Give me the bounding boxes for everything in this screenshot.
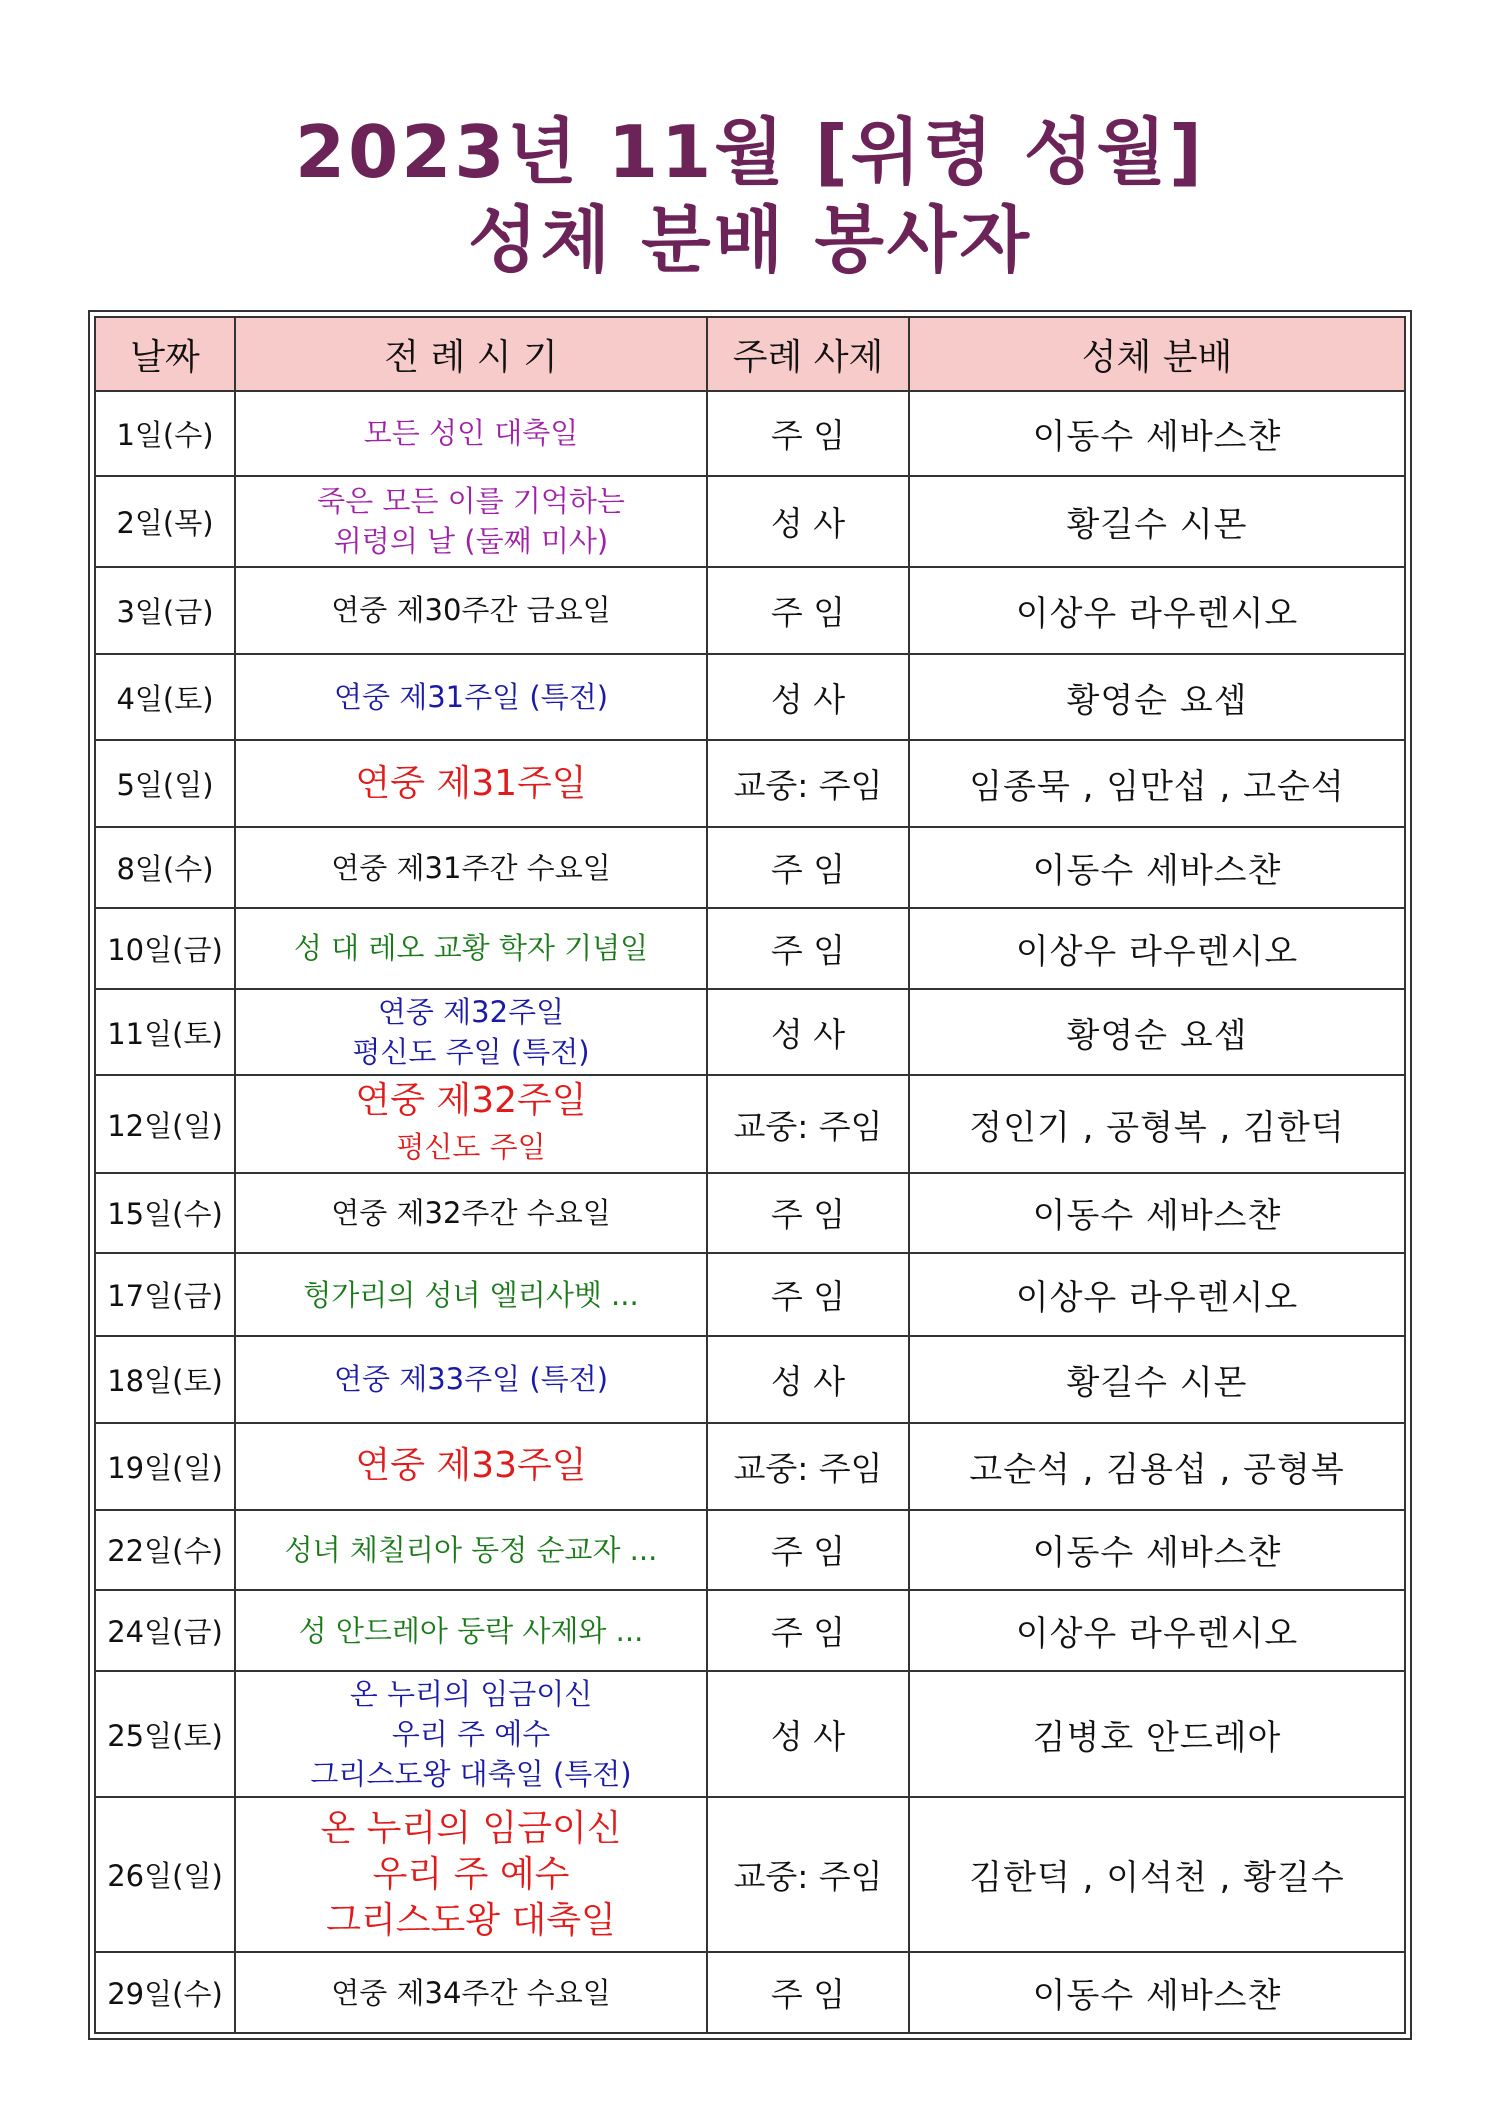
title-line-2: 성체 분배 봉사자 [468,198,1032,282]
liturgy-line: 연중 제33주일 (특전) [333,1362,609,1397]
liturgy-line: 그리스도왕 대축일 (특전) [310,1757,632,1791]
cell-priest: 주 임 [707,1253,909,1336]
cell-distributors: 황영순 요셉 [909,654,1405,741]
liturgy-line: 연중 제31주일 (특전) [333,680,609,715]
cell-distributors: 임종묵 , 임만섭 , 고순석 [909,740,1405,827]
cell-date: 10일(금) [95,908,235,989]
cell-date: 2일(목) [95,476,235,567]
table-row [95,908,1405,989]
table-body [95,391,1405,2033]
liturgy-line: 연중 제34주간 수요일 [331,1975,611,2010]
liturgy-line: 평신도 주일 (특전) [352,1035,590,1069]
cell-liturgy [235,1952,707,2033]
liturgy-line: 온 누리의 임금이신 [320,1807,622,1849]
cell-priest: 주 임 [707,391,909,476]
cell-distributors: 황길수 시몬 [909,1336,1405,1423]
cell-liturgy [235,1510,707,1591]
cell-liturgy [235,1075,707,1172]
liturgy-line: 우리 주 예수 [391,1717,551,1751]
cell-distributors: 이동수 세바스챤 [909,391,1405,476]
cell-date: 29일(수) [95,1952,235,2033]
cell-distributors: 이동수 세바스챤 [909,1173,1405,1254]
cell-liturgy [235,1590,707,1671]
cell-distributors: 이동수 세바스챤 [909,1510,1405,1591]
cell-liturgy [235,908,707,989]
table-row [95,989,1405,1076]
cell-distributors: 황영순 요셉 [909,989,1405,1076]
cell-liturgy [235,1797,707,1952]
cell-distributors: 이동수 세바스챤 [909,1952,1405,2033]
header-distributors: 성체 분배 [909,317,1405,391]
cell-date: 25일(토) [95,1671,235,1797]
liturgy-line: 죽은 모든 이를 기억하는 [317,484,625,519]
liturgy-line: 연중 제32주일 [377,995,565,1029]
cell-date: 3일(금) [95,567,235,654]
cell-date: 24일(금) [95,1590,235,1671]
table-row [95,1075,1405,1172]
cell-liturgy [235,1671,707,1797]
table-row [95,1173,1405,1254]
title-line-1: 2023년 11월 [위령 성월] [295,110,1205,194]
cell-date: 17일(금) [95,1253,235,1336]
cell-date: 22일(수) [95,1510,235,1591]
cell-date: 12일(일) [95,1075,235,1172]
header-liturgy: 전 례 시 기 [235,317,707,391]
cell-liturgy [235,654,707,741]
cell-priest: 교중: 주임 [707,1075,909,1172]
schedule-table-frame [88,310,1412,2040]
liturgy-line: 헝가리의 성녀 엘리사벳 ... [303,1277,639,1312]
liturgy-line: 그리스도왕 대축일 [326,1899,616,1941]
cell-priest: 주 임 [707,1173,909,1254]
cell-priest: 주 임 [707,1952,909,2033]
cell-priest: 성 사 [707,989,909,1076]
table-row [95,476,1405,567]
cell-distributors: 김한덕 , 이석천 , 황길수 [909,1797,1405,1952]
cell-date: 4일(토) [95,654,235,741]
table-row [95,1253,1405,1336]
cell-liturgy [235,827,707,908]
table-header-row [95,317,1405,391]
liturgy-line: 연중 제32주일 [355,1080,587,1122]
cell-liturgy [235,391,707,476]
cell-distributors: 이동수 세바스챤 [909,827,1405,908]
liturgy-line: 연중 제30주간 금요일 [331,593,611,628]
header-date: 날짜 [95,317,235,391]
cell-liturgy [235,1253,707,1336]
cell-date: 19일(일) [95,1423,235,1510]
liturgy-line: 성녀 체칠리아 동정 순교자 ... [284,1532,658,1567]
cell-priest: 성 사 [707,1671,909,1797]
cell-date: 11일(토) [95,989,235,1076]
liturgy-line: 우리 주 예수 [372,1853,570,1895]
cell-liturgy [235,476,707,567]
liturgy-line: 연중 제31주일 [355,762,587,804]
table-row [95,740,1405,827]
cell-date: 15일(수) [95,1173,235,1254]
header-priest: 주례 사제 [707,317,909,391]
table-row [95,1423,1405,1510]
liturgy-line: 연중 제32주간 수요일 [331,1195,611,1230]
cell-priest: 주 임 [707,1590,909,1671]
liturgy-line: 평신도 주일 [396,1130,546,1165]
table-row [95,827,1405,908]
liturgy-line: 연중 제31주간 수요일 [331,850,611,885]
cell-priest: 교중: 주임 [707,740,909,827]
table-row [95,654,1405,741]
cell-priest: 주 임 [707,1510,909,1591]
cell-priest: 성 사 [707,654,909,741]
cell-distributors: 이상우 라우렌시오 [909,1590,1405,1671]
table-row [95,391,1405,476]
liturgy-line: 온 누리의 임금이신 [349,1677,593,1711]
table-row [95,1952,1405,2033]
cell-distributors: 이상우 라우렌시오 [909,908,1405,989]
table-row [95,1336,1405,1423]
cell-distributors: 김병호 안드레아 [909,1671,1405,1797]
liturgy-line: 성 대 레오 교황 학자 기념일 [293,931,649,966]
table-row [95,1590,1405,1671]
cell-distributors: 이상우 라우렌시오 [909,1253,1405,1336]
cell-liturgy [235,1173,707,1254]
cell-priest: 주 임 [707,827,909,908]
liturgy-line: 모든 성인 대축일 [363,416,579,451]
cell-distributors: 정인기 , 공형복 , 김한덕 [909,1075,1405,1172]
cell-date: 8일(수) [95,827,235,908]
table-row [95,1510,1405,1591]
cell-date: 26일(일) [95,1797,235,1952]
schedule-table [94,316,1406,2034]
cell-priest: 주 임 [707,567,909,654]
table-row [95,1671,1405,1797]
cell-liturgy [235,1423,707,1510]
cell-distributors: 황길수 시몬 [909,476,1405,567]
table-row [95,567,1405,654]
liturgy-line: 연중 제33주일 [355,1445,587,1487]
cell-distributors: 고순석 , 김용섭 , 공형복 [909,1423,1405,1510]
cell-date: 1일(수) [95,391,235,476]
cell-distributors: 이상우 라우렌시오 [909,567,1405,654]
cell-liturgy [235,989,707,1076]
cell-priest: 주 임 [707,908,909,989]
page-title [0,108,1500,284]
cell-priest: 교중: 주임 [707,1423,909,1510]
cell-priest: 성 사 [707,1336,909,1423]
cell-liturgy [235,1336,707,1423]
cell-date: 18일(토) [95,1336,235,1423]
table-row [95,1797,1405,1952]
cell-liturgy [235,567,707,654]
liturgy-line: 위령의 날 (둘째 미사) [333,524,609,559]
cell-liturgy [235,740,707,827]
cell-priest: 교중: 주임 [707,1797,909,1952]
cell-date: 5일(일) [95,740,235,827]
cell-priest: 성 사 [707,476,909,567]
liturgy-line: 성 안드레아 둥락 사제와 ... [298,1613,644,1648]
